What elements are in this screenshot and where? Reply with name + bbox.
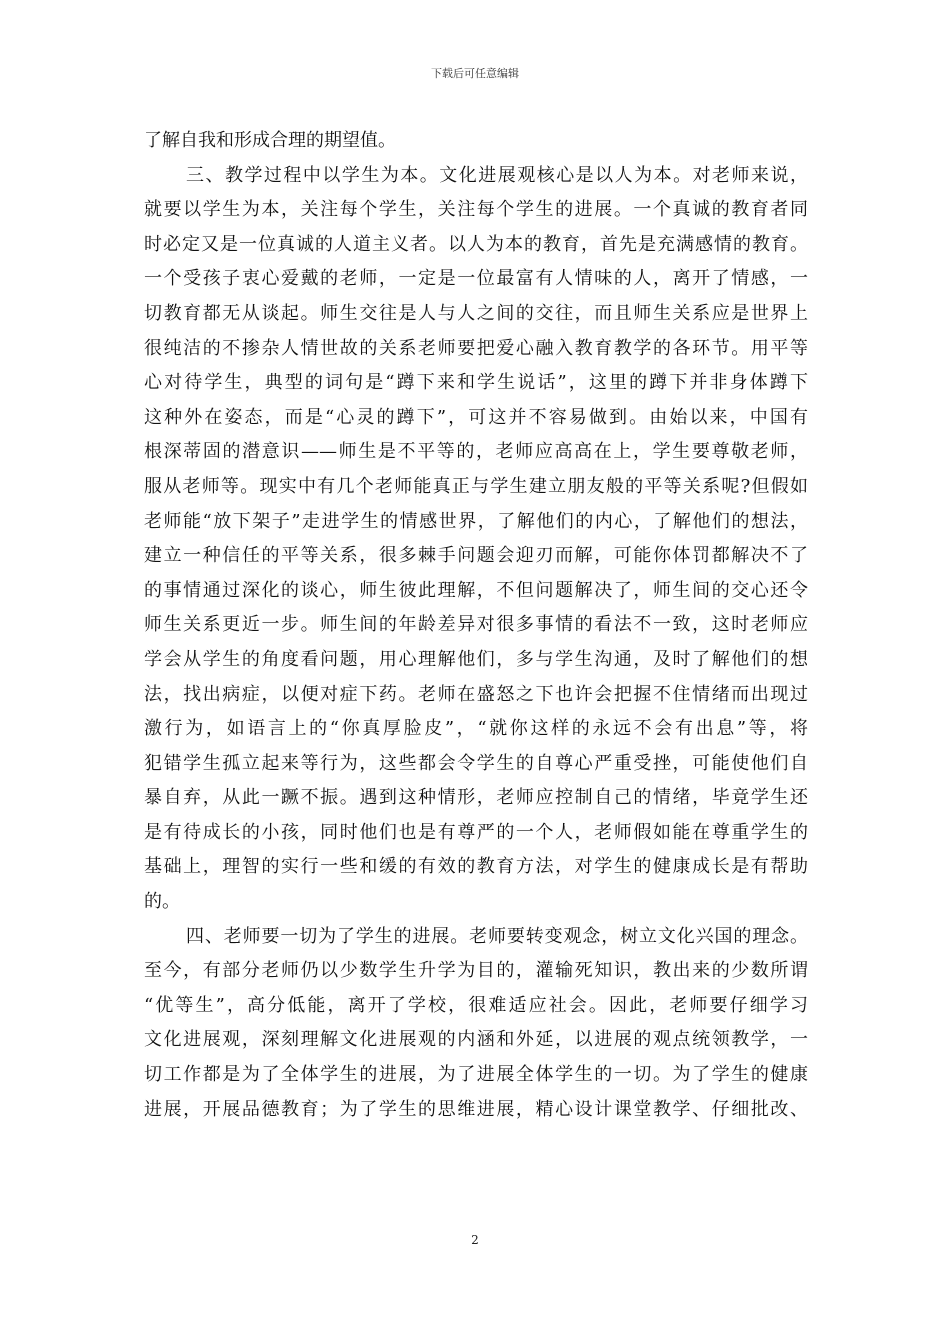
text-line: 一个受孩子衷心爱戴的老师，一定是一位最富有人情味的人，离开了情感，一: [144, 268, 808, 290]
paragraph-start-line: 三、教学过程中以学生为本。文化进展观核心是以人为本。对老师来说，: [186, 164, 808, 186]
text-line: 建立一种信任的平等关系，很多棘手问题会迎刃而解，可能你体罚都解决不了: [144, 545, 808, 567]
text-line: 基础上，理智的实行一些和缓的有效的教育方法，对学生的健康成长是有帮助: [144, 856, 808, 878]
text-line: 这种外在姿态，而是“心灵的蹲下”，可这并不容易做到。由始以来，中国有: [144, 406, 808, 428]
text-line: 法，找出病症，以便对症下药。老师在盛怒之下也许会把握不住情绪而出现过: [144, 683, 808, 705]
text-line: 进展，开展品德教育；为了学生的思维进展，精心设计课堂教学、仔细批改、: [144, 1098, 808, 1120]
text-line: 至今，有部分老师仍以少数学生升学为目的，灌输死知识，教出来的少数所谓: [144, 960, 808, 982]
text-line: 切工作都是为了全体学生的进展，为了进展全体学生的一切。为了学生的健康: [144, 1064, 808, 1086]
text-line: 很纯洁的不掺杂人情世故的关系老师要把爱心融入教育教学的各环节。用平等: [144, 337, 808, 359]
text-line: 暴自弃，从此一蹶不振。遇到这种情形，老师应控制自己的情绪，毕竟学生还: [144, 787, 808, 809]
text-line: “优等生”，高分低能，离开了学校，很难适应社会。因此，老师要仔细学习: [144, 994, 808, 1016]
text-line: 犯错学生孤立起来等行为，这些都会令学生的自尊心严重受挫，可能使他们自: [144, 752, 808, 774]
text-line: 激行为，如语言上的“你真厚脸皮”，“就你这样的永远不会有出息”等，将: [144, 718, 808, 740]
text-line: 了解自我和形成合理的期望值。: [144, 130, 396, 151]
paragraph-end-line: 的。: [144, 891, 180, 913]
text-line: 心对待学生，典型的词句是“蹲下来和学生说话”，这里的蹲下并非身体蹲下: [144, 372, 808, 394]
document-body: [144, 124, 808, 1127]
text-line: 文化进展观，深刻理解文化进展观的内涵和外延，以进展的观点统领教学，一: [144, 1029, 808, 1051]
text-line: 的事情通过深化的谈心，师生彼此理解，不但问题解决了，师生间的交心还令: [144, 579, 808, 601]
text-line: 是有待成长的小孩，同时他们也是有尊严的一个人，老师假如能在尊重学生的: [144, 821, 808, 843]
text-line: 就要以学生为本，关注每个学生，关注每个学生的进展。一个真诚的教育者同: [144, 199, 808, 221]
text-line: 学会从学生的角度看问题，用心理解他们，多与学生沟通，及时了解他们的想: [144, 648, 808, 670]
text-line: 服从老师等。现实中有几个老师能真正与学生建立朋友般的平等关系呢?但假如: [144, 475, 808, 497]
text-line: 时必定又是一位真诚的人道主义者。以人为本的教育，首先是充满感情的教育。: [144, 233, 808, 255]
text-line: 老师能“放下架子”走进学生的情感世界，了解他们的内心，了解他们的想法，: [144, 510, 808, 532]
page-header: 下载后可任意编辑: [431, 67, 519, 80]
text-line: 师生关系更近一步。师生间的年龄差异对很多事情的看法不一致，这时老师应: [144, 614, 808, 636]
page-number: 2: [471, 1233, 479, 1247]
text-line: 切教育都无从谈起。师生交往是人与人之间的交往，而且师生关系应是世界上: [144, 302, 808, 324]
text-line: 根深蒂固的潜意识——师生是不平等的，老师应高高在上，学生要尊敬老师，: [144, 441, 808, 463]
paragraph-start-line: 四、老师要一切为了学生的进展。老师要转变观念，树立文化兴国的理念。: [186, 925, 808, 947]
